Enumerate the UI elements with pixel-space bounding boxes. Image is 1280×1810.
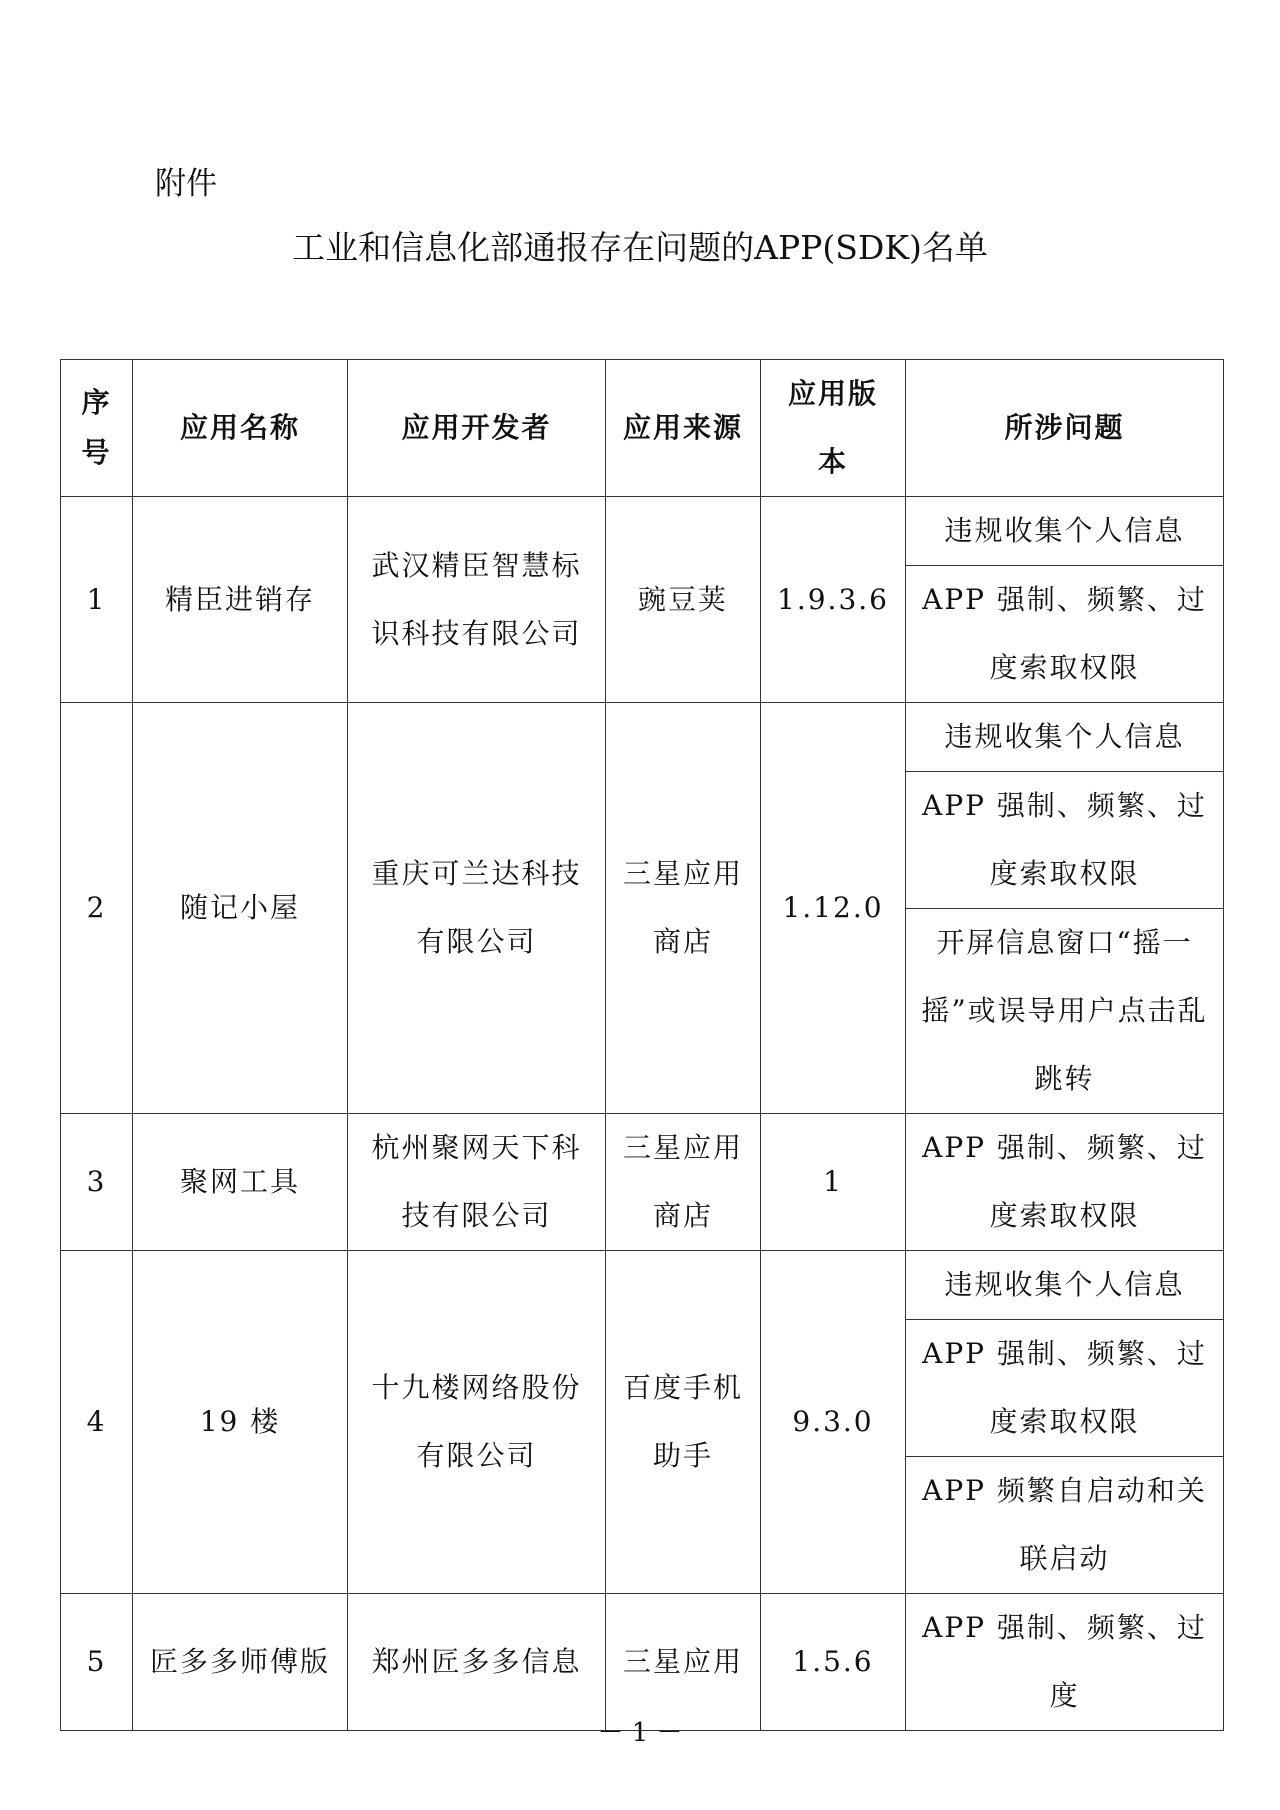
table-row bbox=[61, 1251, 1224, 1320]
cell-issue: APP 频繁自启动和关联启动 bbox=[906, 1457, 1224, 1594]
cell-source: 三星应用商店 bbox=[606, 1114, 761, 1251]
cell-issue: 违规收集个人信息 bbox=[906, 703, 1224, 772]
cell-issue: APP 强制、频繁、过度索取权限 bbox=[906, 566, 1224, 703]
cell-source: 豌豆荚 bbox=[606, 497, 761, 703]
cell-version: 1 bbox=[761, 1114, 906, 1251]
cell-version: 1.5.6 bbox=[761, 1594, 906, 1731]
cell-source: 百度手机助手 bbox=[606, 1251, 761, 1594]
cell-developer: 郑州匠多多信息 bbox=[348, 1594, 606, 1731]
cell-developer: 重庆可兰达科技有限公司 bbox=[348, 703, 606, 1114]
cell-source: 三星应用 bbox=[606, 1594, 761, 1731]
table-row bbox=[61, 497, 1224, 566]
cell-no: 2 bbox=[61, 703, 133, 1114]
cell-developer: 杭州聚网天下科技有限公司 bbox=[348, 1114, 606, 1251]
header-name: 应用名称 bbox=[133, 360, 348, 497]
cell-name: 聚网工具 bbox=[133, 1114, 348, 1251]
header-version: 应用版本 bbox=[761, 360, 906, 497]
cell-issue: 违规收集个人信息 bbox=[906, 1251, 1224, 1320]
cell-developer: 十九楼网络股份有限公司 bbox=[348, 1251, 606, 1594]
cell-name: 匠多多师傅版 bbox=[133, 1594, 348, 1731]
cell-source: 三星应用商店 bbox=[606, 703, 761, 1114]
cell-issue: APP 强制、频繁、过度索取权限 bbox=[906, 1114, 1224, 1251]
attachment-label: 附件 bbox=[155, 166, 217, 202]
table-header-row bbox=[61, 360, 1224, 497]
cell-issue: 违规收集个人信息 bbox=[906, 497, 1224, 566]
page-number: － 1 － bbox=[597, 1718, 683, 1748]
cell-version: 9.3.0 bbox=[761, 1251, 906, 1594]
cell-version: 1.9.3.6 bbox=[761, 497, 906, 703]
cell-no: 3 bbox=[61, 1114, 133, 1251]
cell-developer: 武汉精臣智慧标识科技有限公司 bbox=[348, 497, 606, 703]
header-issues: 所涉问题 bbox=[906, 360, 1224, 497]
cell-issue: 开屏信息窗口“摇一摇”或误导用户点击乱跳转 bbox=[906, 909, 1224, 1114]
cell-no: 1 bbox=[61, 497, 133, 703]
app-list-table bbox=[60, 359, 1224, 1731]
cell-name: 精臣进销存 bbox=[133, 497, 348, 703]
cell-issue: APP 强制、频繁、过度 bbox=[906, 1594, 1224, 1731]
cell-no: 4 bbox=[61, 1251, 133, 1594]
header-no: 序号 bbox=[61, 360, 133, 497]
cell-name: 随记小屋 bbox=[133, 703, 348, 1114]
header-developer: 应用开发者 bbox=[348, 360, 606, 497]
table-row bbox=[61, 1114, 1224, 1251]
cell-version: 1.12.0 bbox=[761, 703, 906, 1114]
table-row bbox=[61, 703, 1224, 772]
table-row bbox=[61, 1594, 1224, 1731]
cell-no: 5 bbox=[61, 1594, 133, 1731]
cell-issue: APP 强制、频繁、过度索取权限 bbox=[906, 772, 1224, 909]
cell-name: 19 楼 bbox=[133, 1251, 348, 1594]
cell-issue: APP 强制、频繁、过度索取权限 bbox=[906, 1320, 1224, 1457]
header-source: 应用来源 bbox=[606, 360, 761, 497]
page-title: 工业和信息化部通报存在问题的APP(SDK)名单 bbox=[292, 228, 988, 267]
